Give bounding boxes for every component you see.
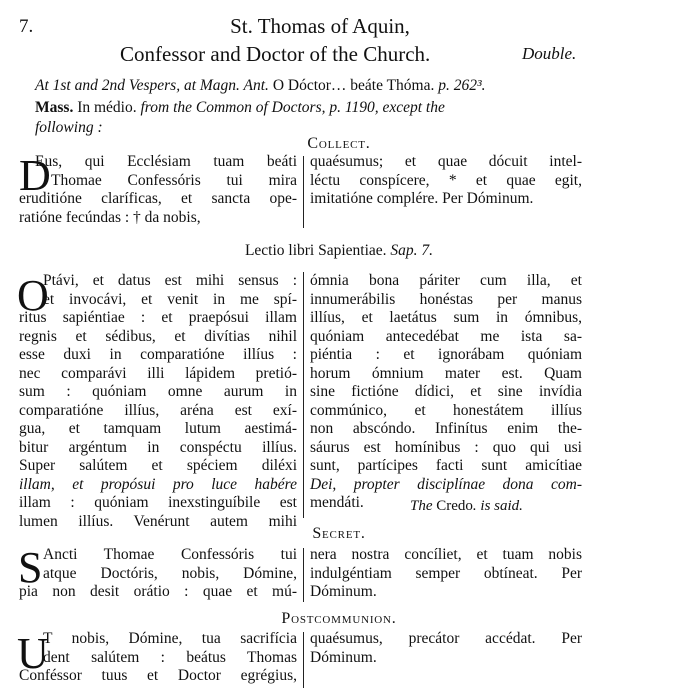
mass-rubric-line2: following : <box>35 119 103 136</box>
collect-column-rule <box>303 156 304 228</box>
secret-right-line: indulgéntiam semper obtíneat. Per <box>310 564 582 582</box>
vespers-rubric <box>35 77 486 95</box>
collect-left-line: Eus, qui Ecclésiam tuam beáti <box>35 153 297 170</box>
lesson-right-line: commúnico, et honestátem illíus <box>310 401 582 419</box>
lesson-right-line: innumerábilis honéstas per manus <box>310 290 582 308</box>
lesson-left-line: Ptávi, et datus est mihi sensus : <box>43 272 297 289</box>
postcommunion-right-line: quaésumus, precátor accédat. Per <box>310 630 582 647</box>
lesson-reference: Sap. 7. <box>390 242 434 259</box>
mass-label: Mass. <box>35 99 74 116</box>
lesson-heading <box>0 242 678 260</box>
mass-introit: In médio. <box>73 99 141 116</box>
day-number: 7. <box>19 16 34 37</box>
collect-left-line: eruditióne claríficas, et sancta ope- <box>19 190 297 207</box>
lesson-left-line: bitur argéntum in conspéctu illíus. <box>19 438 297 456</box>
lesson-column-rule <box>303 272 304 518</box>
collect-right-line: quaésumus; et quae dócuit intel- <box>310 153 582 170</box>
lesson-right-line: mendáti. <box>310 494 364 511</box>
lesson-left-line: illam : quóniam inexstinguíbile est <box>19 494 297 511</box>
mass-rubric <box>35 99 445 117</box>
vespers-page: p. 262³. <box>438 77 486 94</box>
lesson-left-line: lumen illíus. Venérunt autem mihi <box>19 512 297 530</box>
collect-right-line: imitatióne complére. Per Dóminum. <box>310 190 534 207</box>
feast-title-line1: St. Thomas of Aquin, <box>230 14 410 38</box>
postcommunion-left-line: T nobis, Dómine, tua sacrifícia <box>43 630 297 647</box>
postcommunion-left-column <box>19 630 297 686</box>
credo-rubric <box>410 498 523 515</box>
lesson-left-line: ritus sapiéntiae : et praepósui illam <box>19 309 297 326</box>
postcommunion-left-line: dent salútem : beátus Thomas <box>43 648 297 666</box>
credo-rest: . is said. <box>472 498 523 514</box>
vespers-prefix: At 1st and 2nd Vespers, at Magn. Ant. <box>35 77 269 94</box>
secret-left-line: Ancti Thomae Confessóris tui <box>43 546 297 563</box>
lesson-right-line: ómnia bona páriter cum illa, et <box>310 272 582 289</box>
lesson-left-line: et invocávi, et venit in me spí- <box>43 290 297 308</box>
lesson-left-line: Super salútem et spéciem diléxi <box>19 457 297 474</box>
vespers-antiphon: O Dóctor… beáte Thóma. <box>268 77 439 94</box>
lesson-right-line: piéntia : et ignorábam quóniam <box>310 346 582 363</box>
postcommunion-dropcap: U <box>17 629 49 678</box>
collect-left-line: Thomae Confessóris tui mira <box>51 171 297 189</box>
collect-right-column <box>310 153 582 209</box>
secret-left-line: atque Doctóris, nobis, Dómine, <box>43 564 297 582</box>
secret-heading: Secret. <box>312 525 366 542</box>
lesson-right-column <box>310 272 582 513</box>
secret-right-line: Dóminum. <box>310 583 377 600</box>
postcommunion-column-rule <box>303 632 304 688</box>
collect-left-line: ratióne fecúndas : † da nobis, <box>19 208 201 226</box>
lesson-title: Lectio libri Sapientiae. <box>244 242 387 259</box>
secret-left-line: pia non desit orátio : quae et mú- <box>19 583 297 600</box>
credo-word: Credo <box>436 498 473 514</box>
secret-right-column <box>310 546 582 602</box>
postcommunion-right-column <box>310 630 582 667</box>
collect-right-line: léctu conspícere, * et quae egit, <box>310 171 582 189</box>
collect-dropcap: D <box>19 151 51 200</box>
lesson-left-line: esse duxi in comparatióne illíus : <box>19 346 297 363</box>
mass-rest: from the Common of Doctors, p. 1190, except the <box>140 99 445 116</box>
collect-heading: Collect. <box>307 135 371 152</box>
lesson-left-line: regnis et sédibus, et divítias nihil <box>19 327 297 345</box>
lesson-right-line: Dei, propter disciplínae dona com- <box>310 475 582 493</box>
postcommunion-right-line: Dóminum. <box>310 648 377 666</box>
secret-column-rule <box>303 548 304 602</box>
lesson-right-line: quóniam antecedébat me ista sa- <box>310 327 582 345</box>
lesson-left-column <box>19 272 297 531</box>
postcommunion-heading: Postcommunion. <box>281 610 397 627</box>
lesson-right-line: sunt, partícipes facti sunt amicítiae <box>310 457 582 474</box>
lesson-left-line: illam, et propósui pro luce habére <box>19 475 297 493</box>
secret-left-column <box>18 543 297 602</box>
collect-left-column <box>19 153 297 227</box>
lesson-right-line: illíus, et laetátus sum in ómnibus, <box>310 309 582 326</box>
lesson-dropcap: O <box>17 271 49 320</box>
lesson-left-line: gua, et tamquam lutum aestimá- <box>19 420 297 437</box>
credo-the: The <box>410 498 437 514</box>
feast-title-line2: Confessor and Doctor of the Church. <box>120 42 431 66</box>
lesson-left-line: sum : quóniam omne aurum in <box>19 383 297 400</box>
lesson-left-line: comparatióne illíus, aréna est exí- <box>19 401 297 419</box>
lesson-right-line: sine fictióne dídici, et sine invídia <box>310 383 582 400</box>
lesson-right-line: sáurus est homínibus : quo qui usi <box>310 438 582 456</box>
feast-rank: Double. <box>522 44 577 63</box>
secret-dropcap: S <box>18 543 43 592</box>
lesson-right-line: non abscóndo. Infinítus enim the- <box>310 420 582 437</box>
secret-right-line: nera nostra concíliet, et tuam nobis <box>310 546 582 563</box>
postcommunion-left-line: Conféssor tuus et Doctor egrégius, <box>19 667 297 684</box>
lesson-right-line: horum ómnium mater est. Quam <box>310 364 582 382</box>
lesson-left-line: nec comparávi illi lápidem pretió- <box>19 364 297 382</box>
